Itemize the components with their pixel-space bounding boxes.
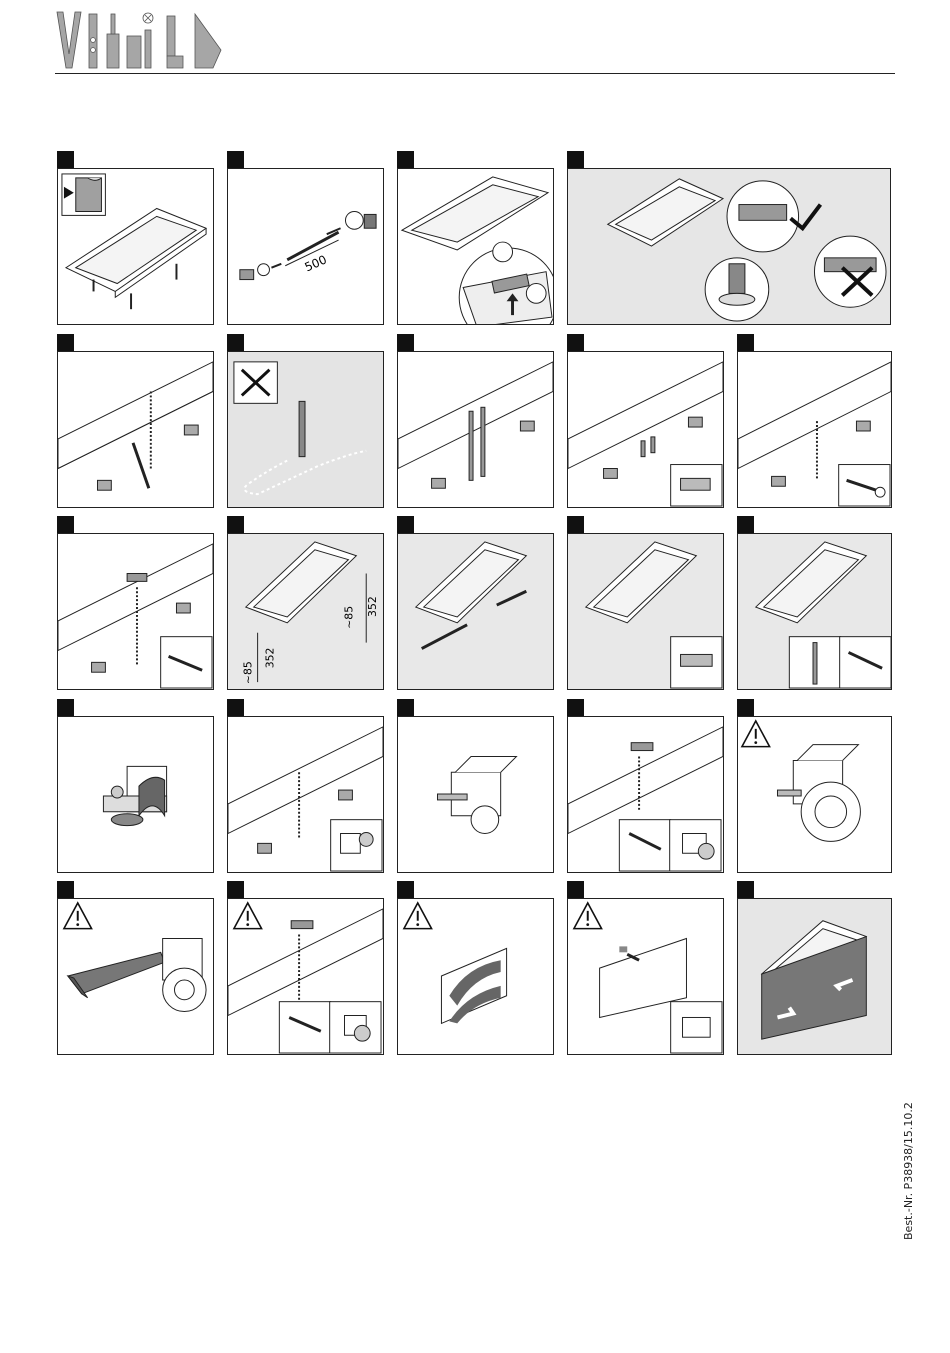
step-number-badge — [737, 881, 754, 898]
dimension-85-right: ~85 — [342, 605, 356, 629]
step-illustration — [227, 716, 384, 873]
step-5 — [57, 334, 214, 508]
step-12 — [397, 516, 554, 690]
tub-support-rods-icon — [398, 352, 553, 507]
step-number-badge — [227, 151, 244, 168]
step-illustration — [397, 168, 554, 325]
warning-tub-bracket-icon — [228, 899, 383, 1054]
no-drilling-floor-heating-icon — [228, 352, 383, 507]
dimension-85-left: ~85 — [241, 661, 255, 685]
step-17 — [397, 699, 554, 873]
step-illustration — [567, 351, 724, 508]
step-number-badge — [737, 699, 754, 716]
step-18 — [567, 699, 724, 873]
tub-level-and-adjust-icon — [398, 169, 553, 324]
step-illustration — [397, 898, 554, 1055]
step-illustration — [57, 168, 214, 325]
warning-panel-fit-icon — [568, 899, 723, 1054]
step-number-badge — [57, 516, 74, 533]
step-number-badge — [227, 699, 244, 716]
step-number-badge — [567, 881, 584, 898]
step-illustration — [737, 533, 892, 690]
bracket-knob-icon — [398, 717, 553, 872]
step-number-badge — [567, 699, 584, 716]
step-3 — [397, 151, 554, 325]
step-illustration — [397, 533, 554, 690]
step-illustration — [57, 898, 214, 1055]
step-illustration — [567, 716, 724, 873]
dimension-352-left: 352 — [263, 647, 277, 669]
step-illustration — [737, 716, 892, 873]
wall-mount-rails-icon — [398, 534, 553, 689]
bathtub-with-feet-and-manual-icon — [58, 169, 213, 324]
step-number-badge — [397, 334, 414, 351]
step-23 — [567, 881, 724, 1055]
step-number-badge — [397, 699, 414, 716]
step-number-badge — [567, 516, 584, 533]
step-number-badge — [397, 151, 414, 168]
step-illustration — [57, 351, 214, 508]
step-illustration — [567, 898, 724, 1055]
step-4 — [567, 151, 891, 325]
step-illustration — [227, 351, 384, 508]
step-number-badge — [227, 334, 244, 351]
step-illustration — [567, 533, 724, 690]
villeroy-tools-logo-icon — [55, 6, 225, 70]
step-number-badge — [737, 334, 754, 351]
warning-panel-adhesive-icon — [398, 899, 553, 1054]
foot-assembly-500-icon — [228, 169, 383, 324]
step-number-badge — [567, 151, 584, 168]
order-number: Best.-Nr. P38938/15.10.2 — [902, 1102, 915, 1240]
step-number-badge — [737, 516, 754, 533]
step-illustration — [227, 168, 384, 325]
header-rule — [55, 73, 895, 74]
dimension-500-label: 500 — [302, 252, 329, 275]
step-number-badge — [227, 516, 244, 533]
dowel-insert-icon — [568, 352, 723, 507]
step-illustration — [57, 716, 214, 873]
step-illustration — [227, 533, 384, 690]
step-number-badge — [57, 699, 74, 716]
bracket-screw-assembly-icon — [568, 717, 723, 872]
step-number-badge — [227, 881, 244, 898]
wall-drill-dowel-icon — [568, 534, 723, 689]
step-number-badge — [567, 334, 584, 351]
step-number-badge — [397, 881, 414, 898]
step-10 — [57, 516, 214, 690]
step-16 — [227, 699, 384, 873]
step-number-badge — [57, 334, 74, 351]
tub-foot-adjust-icon — [58, 352, 213, 507]
step-number-badge — [57, 151, 74, 168]
step-illustration — [397, 716, 554, 873]
step-21 — [227, 881, 384, 1055]
step-2 — [227, 151, 384, 325]
warning-saw-cut-icon — [58, 899, 213, 1054]
step-9 — [737, 334, 892, 508]
brand-logo — [55, 6, 225, 70]
screw-foot-icon — [738, 352, 891, 507]
step-20 — [57, 881, 214, 1055]
step-6 — [227, 334, 384, 508]
step-illustration — [57, 533, 214, 690]
step-illustration — [227, 898, 384, 1055]
step-illustration — [737, 351, 892, 508]
step-11 — [227, 516, 384, 690]
step-number-badge — [397, 516, 414, 533]
step-number-badge — [57, 881, 74, 898]
step-15 — [57, 699, 214, 873]
wall-rail-screw-icon — [738, 534, 891, 689]
step-7 — [397, 334, 554, 508]
step-8 — [567, 334, 724, 508]
step-24 — [737, 881, 892, 1055]
step-1 — [57, 151, 214, 325]
bracket-detail-icon — [58, 717, 213, 872]
tub-bracket-mount-icon — [228, 717, 383, 872]
step-14 — [737, 516, 892, 690]
foot-height-adjust-correct-wrong-icon — [568, 169, 890, 324]
step-19 — [737, 699, 892, 873]
step-illustration — [397, 351, 554, 508]
panel-installed-icon — [738, 899, 891, 1054]
step-13 — [567, 516, 724, 690]
step-illustration — [737, 898, 892, 1055]
step-illustration — [567, 168, 891, 325]
warning-bracket-wheel-icon — [738, 717, 891, 872]
step-22 — [397, 881, 554, 1055]
dimension-352-right: 352 — [366, 596, 380, 617]
center-support-screw-icon — [58, 534, 213, 689]
wall-measure-icon — [228, 534, 383, 689]
